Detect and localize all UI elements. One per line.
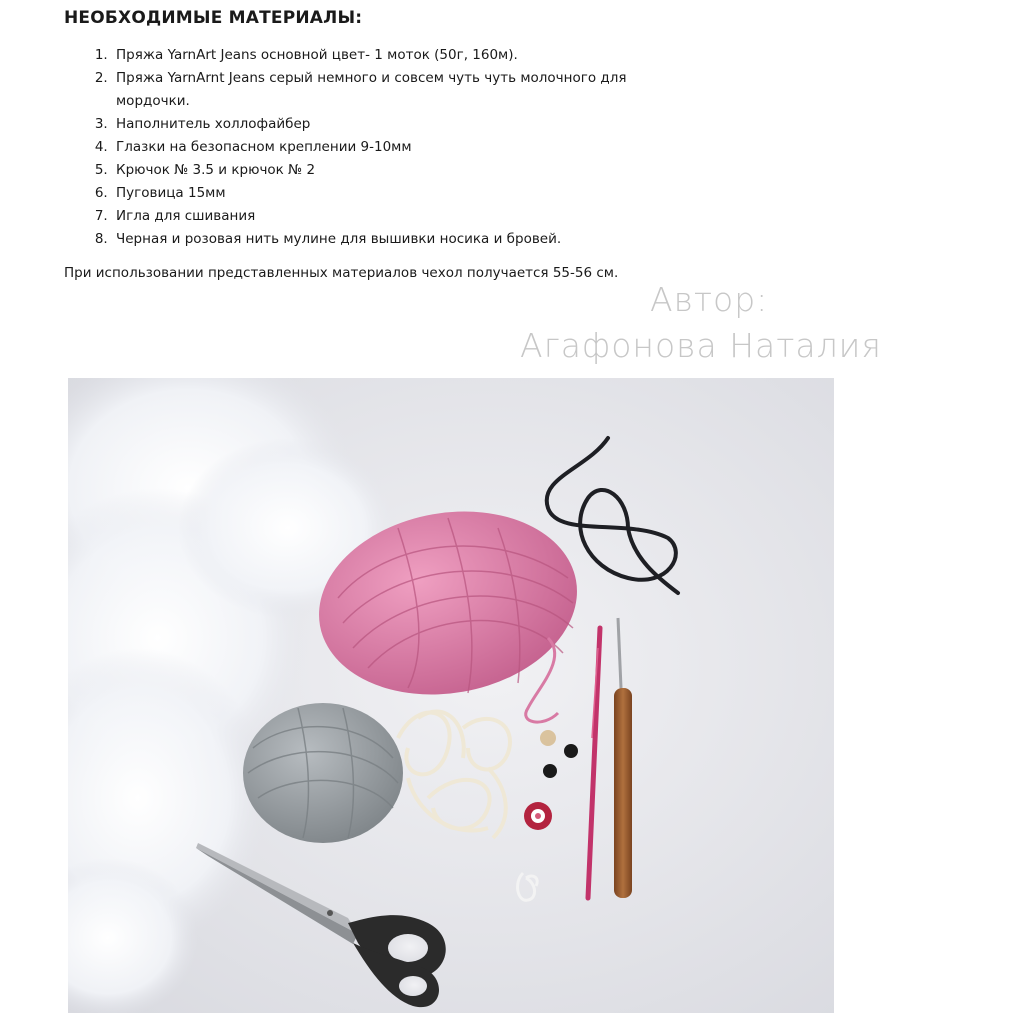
size-note: При использовании представленных материалов чехол получается 55-56 см. [64,265,619,281]
material-item: 2. Пряжа YarnArnt Jeans серый немного и совсем чуть чуть молочного для мордочки. [112,67,672,113]
material-item: 3. Наполнитель холлофайбер [112,113,672,136]
author-watermark [520,277,900,369]
material-item: 8. Черная и розовая нить мулине для вышивки носика и бровей. [112,228,672,251]
author-name: Агафонова Наталия [520,326,882,365]
page-heading: НЕОБХОДИМЫЕ МАТЕРИАЛЫ: [64,8,363,28]
material-item: 6. Пуговица 15мм [112,182,672,205]
material-item: 1. Пряжа YarnArt Jeans основной цвет- 1 моток (50г, 160м). [112,44,672,67]
author-label: Автор: [650,280,769,319]
grey-yarn-ball [243,703,403,843]
materials-photo-illustration [68,378,834,1013]
materials-photo [68,378,834,1013]
material-item: 5. Крючок № 3.5 и крючок № 2 [112,159,672,182]
material-item: 7. Игла для сшивания [112,205,672,228]
button-item [524,802,552,830]
material-item: 4. Глазки на безопасном креплении 9-10мм [112,136,672,159]
materials-list [82,44,672,251]
